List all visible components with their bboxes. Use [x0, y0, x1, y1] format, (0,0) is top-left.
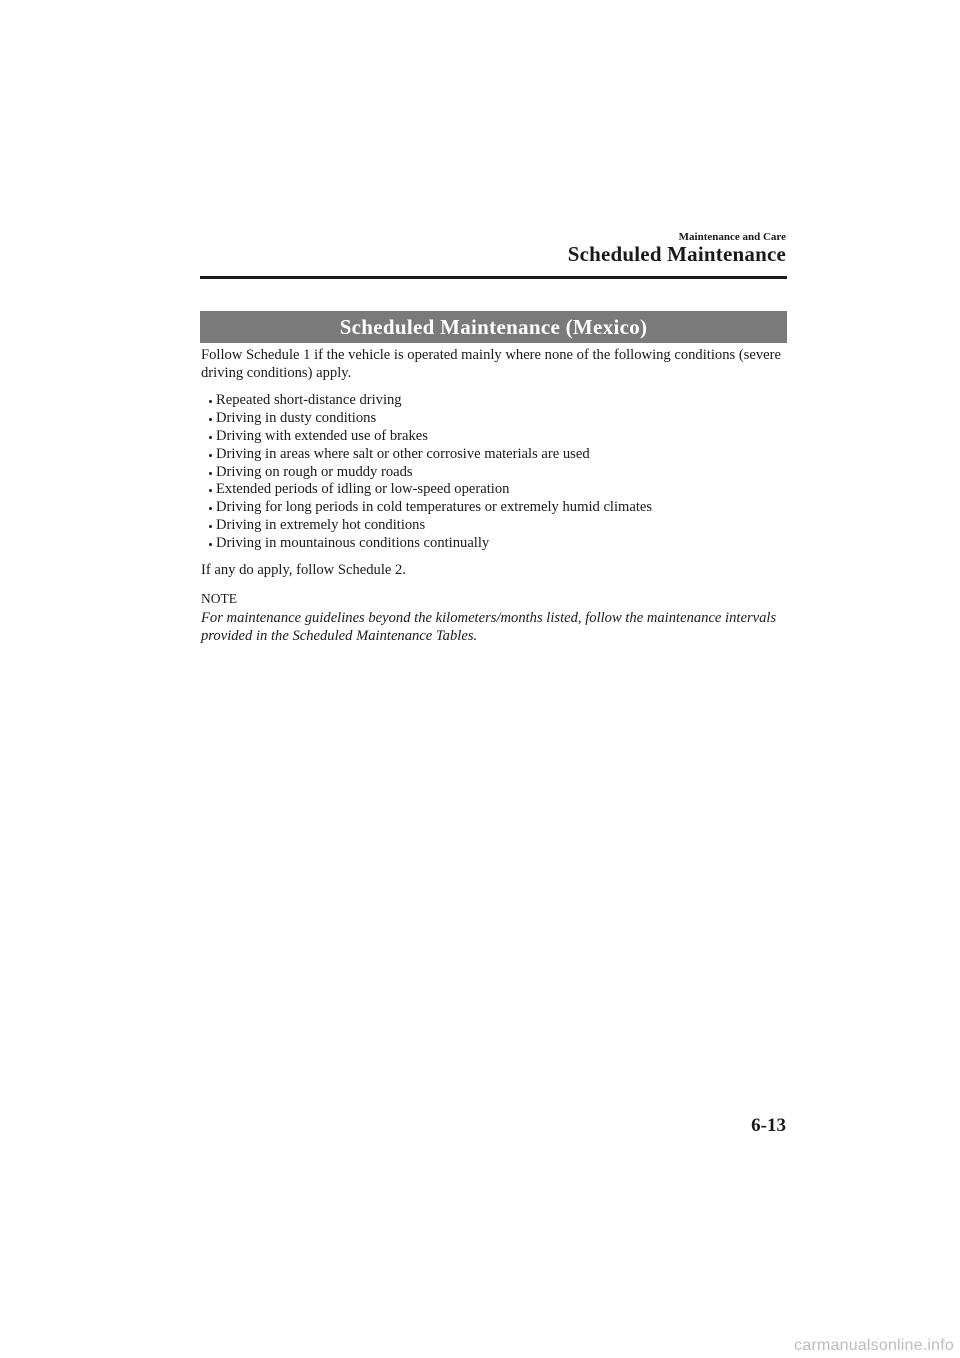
schedule-2-paragraph: If any do apply, follow Schedule 2.	[201, 562, 406, 579]
page-title: Scheduled Maintenance	[567, 242, 786, 266]
watermark-text: carmanualsonline.info	[794, 1337, 954, 1354]
list-item: Extended periods of idling or low-speed operation	[207, 481, 787, 499]
list-item: Driving with extended use of brakes	[207, 428, 787, 446]
list-item: Repeated short-distance driving	[207, 392, 787, 410]
list-item: Driving in mountainous conditions continually	[207, 535, 787, 553]
conditions-list	[201, 392, 787, 553]
list-item: Driving in extremely hot conditions	[207, 517, 787, 535]
note-label: NOTE	[201, 590, 237, 606]
list-item: Driving for long periods in cold temperatures or extremely humid climates	[207, 499, 787, 517]
main-content	[201, 347, 787, 645]
page-number: 6-13	[751, 1115, 786, 1136]
intro-paragraph: Follow Schedule 1 if the vehicle is operated mainly where none of the following conditions (severe driving conditions) apply.	[201, 347, 781, 381]
header-section-label: Maintenance and Care	[678, 231, 786, 243]
section-banner	[200, 311, 787, 343]
list-item: Driving on rough or muddy roads	[207, 464, 787, 482]
header-divider	[200, 276, 787, 279]
note-text: For maintenance guidelines beyond the kilometers/months listed, follow the maintenance intervals provided in the Scheduled Maintenance Tables.	[201, 610, 777, 644]
list-item: Driving in areas where salt or other corrosive materials are used	[207, 446, 787, 464]
section-title: Scheduled Maintenance (Mexico)	[339, 314, 648, 339]
list-item: Driving in dusty conditions	[207, 410, 787, 428]
